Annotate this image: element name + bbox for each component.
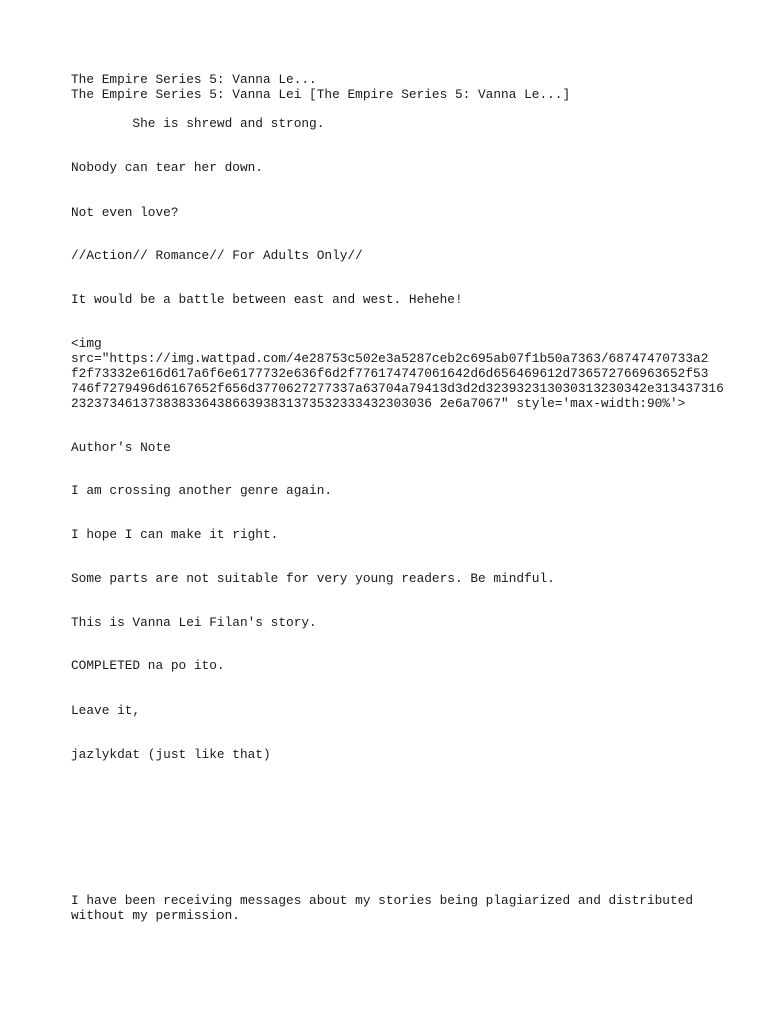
note-not-suitable: Some parts are not suitable for very young readers. Be mindful. xyxy=(71,571,555,586)
note-leave-it: Leave it, xyxy=(71,703,141,718)
note-make-it-right: I hope I can make it right. xyxy=(71,527,279,542)
title-short: The Empire Series 5: Vanna Le... xyxy=(71,72,317,87)
img-tag-text: <img src="https://img.wattpad.com/4e28753c502e3a5287ceb2c695ab07f1b50a7363/68747470733a2 f2f73332e616d617a6f6e6177732e636f6d2f776174747061642d6d656469612d736572766963652f53 746f7279496d6167652f656d3770627277337a63704a79413d3d2d323932313030313230342e313437316 23237346137383833643866393831373532333432303036 2e6a7067" style='max-width:90%'> xyxy=(71,336,724,411)
genre-tags: //Action// Romance// For Adults Only// xyxy=(71,248,363,263)
title-full: The Empire Series 5: Vanna Lei [The Empire Series 5: Vanna Le...] xyxy=(71,87,571,102)
paragraph-nobody: Nobody can tear her down. xyxy=(71,160,263,175)
note-vanna-story: This is Vanna Lei Filan's story. xyxy=(71,615,317,630)
note-crossing-genre: I am crossing another genre again. xyxy=(71,483,333,498)
paragraph-battle: It would be a battle between east and west. Hehehe! xyxy=(71,292,463,307)
plagiarism-notice: I have been receiving messages about my stories being plagiarized and distributed without my permission. xyxy=(71,893,694,923)
authors-note-heading: Author's Note xyxy=(71,440,171,455)
author-signature: jazlykdat (just like that) xyxy=(71,747,271,762)
note-completed: COMPLETED na po ito. xyxy=(71,658,225,673)
paragraph-not-even-love: Not even love? xyxy=(71,205,179,220)
tagline: She is shrewd and strong. xyxy=(71,116,325,131)
